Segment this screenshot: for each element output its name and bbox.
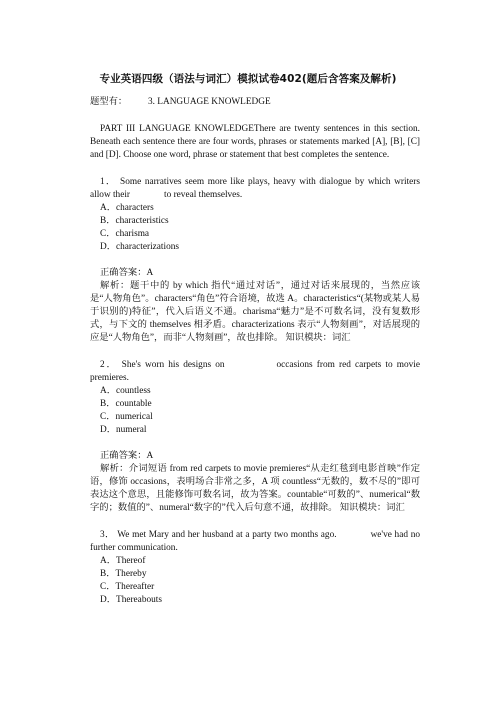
explanation: 解析：题干中的 by which 指代“通过对话”，通过对话来展现的，当然应该是“人物角色”。characters“角色”符合语境，故选 A。characteristics“(某物或某人易于识别的)特征”，代入后语义不通。charisma“魅力”是不可数名词，没有复数形式，与下文的 themselves 相矛盾。characterizations 表示“人物刻画”，对话展现的应是“人物角色”，而非“人物刻画”，故也排除。 知识模块：词汇 (90, 281, 420, 343)
question-stem-after: occasions from red carpets to movie premieres. (90, 360, 420, 383)
option-b: B．Thereby (100, 569, 147, 579)
question-stem-before: 1． Some narratives seem more like plays, heavy with dialogue by which writers allow their (90, 177, 420, 200)
correct-answer: 正确答案：A (100, 268, 154, 278)
question-stem-before: 3． We met Mary and her husband at a party two months ago. (100, 530, 337, 540)
document-body (90, 96, 420, 607)
option-a: A．countless (100, 386, 151, 396)
section-label: 题型有： (90, 97, 128, 107)
option-d: D．numeral (100, 425, 147, 435)
instructions: PART III LANGUAGE KNOWLEDGEThere are twenty sentences in this section. Beneath each sentence there are four words, phrases or statements marked [A], [B], [C] and [D]. Choose one word, phrase or statement that best completes the sentence. (90, 124, 420, 160)
question-stem (90, 529, 420, 555)
option-c: C．Thereafter (100, 582, 155, 592)
question-stem-before: 2． She's worn his designs on (100, 360, 225, 370)
option-c: C．numerical (100, 412, 153, 422)
option-a: A．Thereof (100, 556, 146, 566)
question-stem (90, 176, 420, 202)
option-a: A．characters (100, 203, 154, 213)
correct-answer: 正确答案：A (100, 451, 154, 461)
question-2 (90, 359, 420, 515)
section-info (90, 96, 420, 109)
question-stem (90, 359, 420, 385)
section-value: 3. LANGUAGE KNOWLEDGE (148, 97, 271, 107)
option-d: D．Thereabouts (100, 595, 162, 605)
option-d: D．characterizations (100, 242, 179, 252)
question-3 (90, 529, 420, 607)
option-b: B．characteristics (100, 216, 169, 226)
document-title: 专业英语四级（语法与词汇）模拟试卷402(题后含答案及解析) (99, 73, 397, 85)
question-stem-after: we've had no further communication. (90, 530, 420, 553)
question-1 (90, 176, 420, 345)
option-c: C．charisma (100, 229, 150, 239)
explanation: 解析：介词短语 from red carpets to movie premieres“从走红毯到电影首映”作定语，修饰 occasions，表明场合非常之多，A 项 countless“无数的，数不尽的”即可表达这个意思，且能修饰可数名词，故为答案。countable“可数的”、numerical“数字的；数值的”、numeral“数字的”代入后句意不通，故排除。 知识模块：词汇 (90, 464, 420, 513)
option-b: B．countable (100, 399, 152, 409)
question-stem-after: to reveal themselves. (164, 190, 243, 200)
